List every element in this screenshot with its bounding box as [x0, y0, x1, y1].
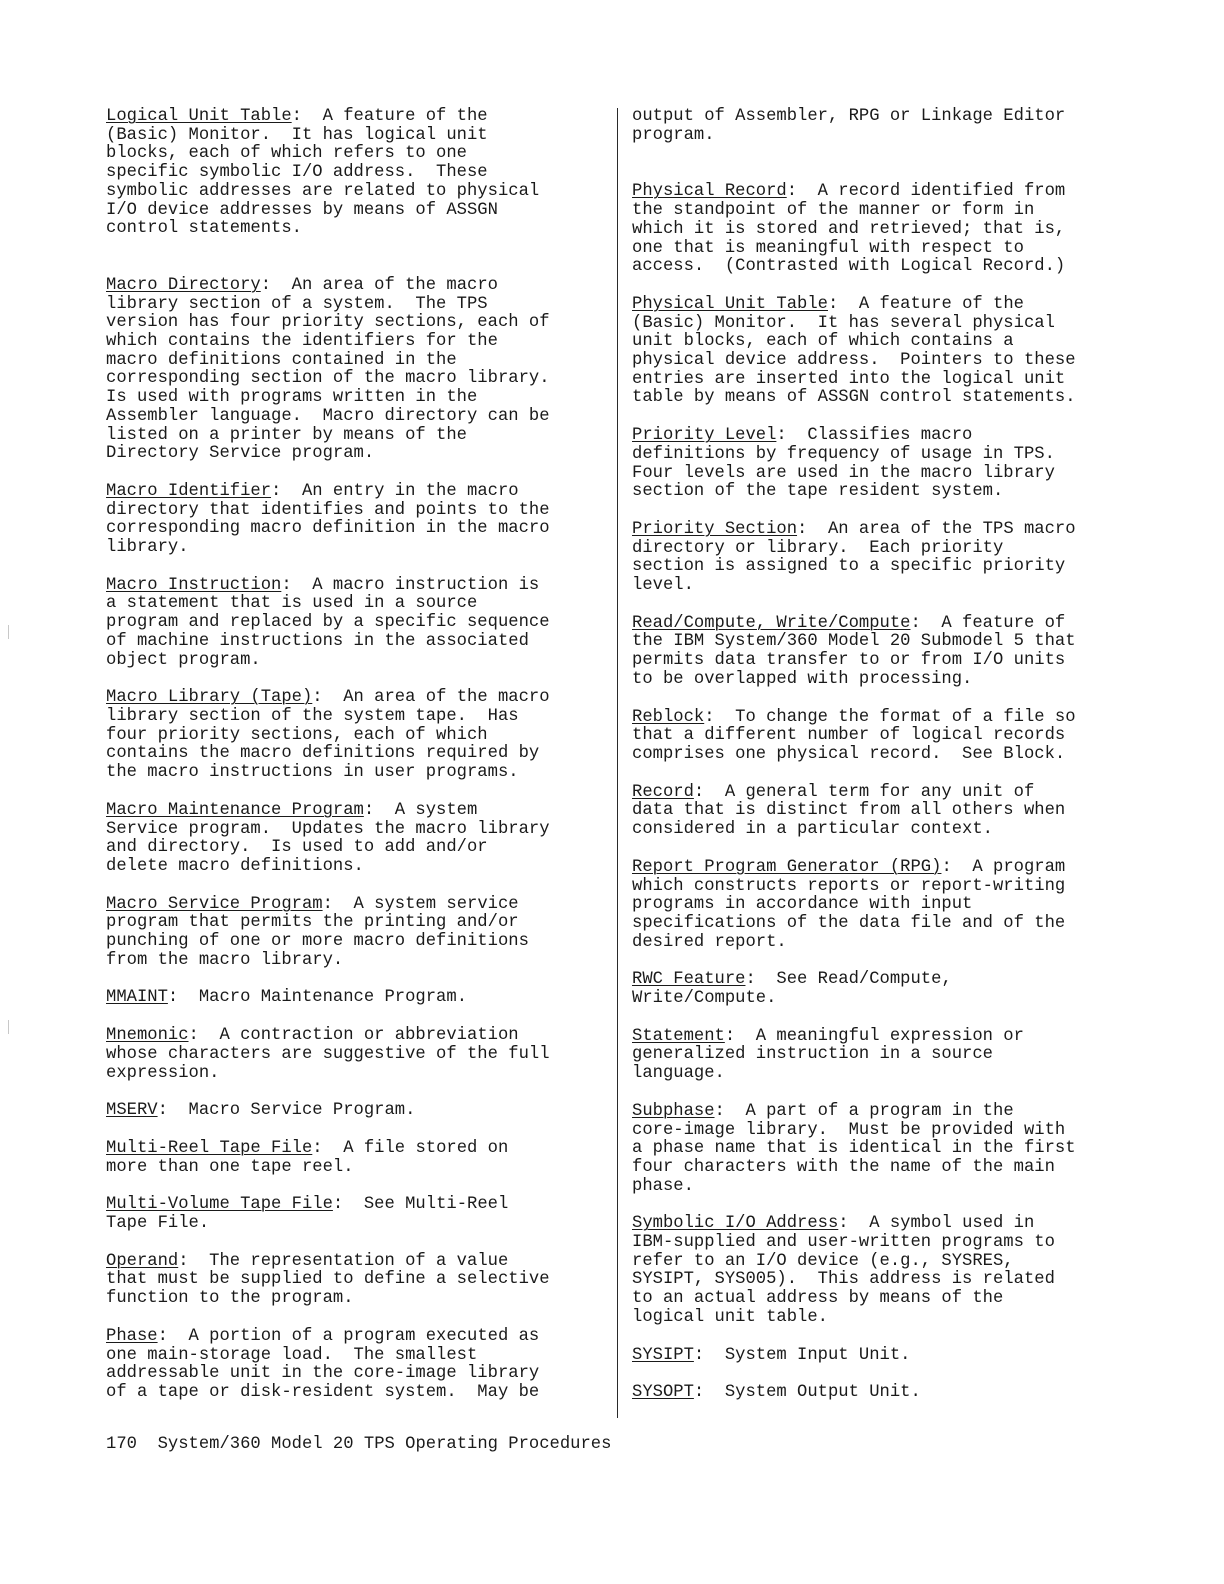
glossary-entry-subphase: [632, 1103, 1132, 1197]
glossary-entry-rwc-feature: [632, 971, 1132, 1008]
glossary-term: Logical Unit Table: [106, 107, 292, 126]
glossary-term: Operand: [106, 1251, 179, 1271]
glossary-entry-priority-level: [632, 427, 1132, 502]
right-column: [632, 108, 1132, 1403]
glossary-term: SYSOPT: [632, 1383, 694, 1403]
glossary-entry-symbolic-io-address: [632, 1215, 1132, 1327]
scan-margin-mark: [8, 625, 9, 639]
glossary-entry-macro-instruction: [106, 577, 602, 671]
glossary-entry-read-compute-write-compute: [632, 615, 1132, 690]
glossary-definition: : See Read/Compute, Write/Compute.: [632, 970, 952, 1009]
page-number: 170: [106, 1435, 137, 1454]
glossary-entry-statement: [632, 1028, 1132, 1084]
glossary-definition: output of Assembler, RPG or Linkage Editor program.: [632, 107, 1066, 145]
glossary-term: Report Program Generator (RPG): [632, 857, 942, 877]
glossary-definition: : A feature of the IBM System/360 Model 20 Submodel 5 that permits data transfer to or from I/O units to be overlapped with processing.: [632, 613, 1076, 689]
glossary-term: Physical Record: [632, 182, 787, 202]
glossary-term: Physical Unit Table: [632, 294, 828, 314]
glossary-entry-phase-continued: [632, 108, 1132, 145]
left-column: [106, 108, 602, 1403]
page-footer: [106, 1436, 611, 1455]
glossary-entry-macro-library-tape: [106, 689, 602, 783]
glossary-term: Multi-Volume Tape File: [106, 1195, 333, 1215]
glossary-definition: : An area of the macro library section of the system tape. Has four priority sections, each of which contains the macro definitions required by the macro instructions in user programs.: [106, 688, 550, 783]
glossary-definition: : A record identified from the standpoint of the manner or form in which it is stored and retrieved; that is, one that is meaningful with respect to access. (Contrasted with Logical Record.): [632, 182, 1066, 277]
glossary-definition: : A feature of the (Basic) Monitor. It has logical unit blocks, each of which refers to one specific symbolic I/O address. These symbolic addresses are related to physical I/O device addresses by means of ASSGN control statements.: [106, 107, 540, 239]
glossary-term: SYSIPT: [632, 1345, 694, 1365]
glossary-entry-macro-maintenance-program: [106, 802, 602, 877]
glossary-definition: : A program which constructs reports or report-writing programs in accordance with input specifications of the data file and of the desired report.: [632, 857, 1066, 952]
glossary-definition: : To change the format of a file so that a different number of logical records comprises one physical record. See Block.: [632, 707, 1076, 764]
glossary-term: Macro Directory: [106, 275, 261, 295]
glossary-definition: : An entry in the macro directory that identifies and points to the corresponding macro definition in the macro library.: [106, 481, 550, 558]
glossary-term: Priority Level: [632, 426, 777, 446]
glossary-term: Subphase: [632, 1101, 715, 1121]
glossary-term: MSERV: [106, 1101, 158, 1121]
glossary-term: Macro Library (Tape): [106, 688, 313, 708]
glossary-definition: : A file stored on more than one tape reel.: [106, 1138, 509, 1177]
glossary-definition: : A contraction or abbreviation whose characters are suggestive of the full expression.: [106, 1026, 550, 1083]
glossary-definition: : System Input Unit.: [693, 1345, 911, 1365]
glossary-term: Macro Instruction: [106, 575, 282, 595]
glossary-entry-physical-unit-table: [632, 296, 1132, 408]
glossary-definition: : A system service program that permits the printing and/or punching of one or more macro definitions from the macro library.: [106, 894, 529, 970]
glossary-entry-multi-reel-tape-file: [106, 1140, 602, 1177]
glossary-term: Record: [632, 782, 694, 802]
glossary-definition: : Classifies macro definitions by frequency of usage in TPS. Four levels are used in the macro library section of the tape resident system.: [632, 426, 1055, 502]
glossary-entry-mmaint: [106, 989, 602, 1008]
glossary-entry-phase: [106, 1328, 602, 1403]
glossary-entry-mnemonic: [106, 1027, 602, 1083]
glossary-definition: : A feature of the (Basic) Monitor. It has several physical unit blocks, each of which contains a physical device address. Pointers to these entries are inserted into the logical unit table by means of ASSGN control statements.: [632, 294, 1076, 408]
glossary-term: Mnemonic: [106, 1026, 189, 1046]
glossary-entry-reblock: [632, 709, 1132, 765]
glossary-term: RWC Feature: [632, 970, 746, 990]
glossary-definition: : An area of the macro library section of a system. The TPS version has four priority sections, each of which contains the identifiers for the macro definitions contained in the corresponding section of the macro library. Is used with programs written in the Assembler language. Macro directory can be listed on a printer by means of the Directory Service program.: [106, 275, 550, 464]
glossary-entry-macro-identifier: [106, 483, 602, 558]
glossary-definition: : The representation of a value that must be supplied to define a selective function to the program.: [106, 1251, 550, 1309]
glossary-term: MMAINT: [106, 988, 168, 1008]
glossary-term: Phase: [106, 1326, 158, 1346]
column-divider: [617, 108, 618, 1418]
glossary-entry-multi-volume-tape-file: [106, 1196, 602, 1233]
glossary-definition: : A general term for any unit of data that is distinct from all others when considered in a particular context.: [632, 782, 1066, 840]
glossary-term: Macro Identifier: [106, 481, 272, 501]
glossary-term: Statement: [632, 1026, 725, 1046]
glossary-entry-sysipt: [632, 1347, 1132, 1366]
glossary-definition: : System Output Unit.: [693, 1383, 921, 1403]
glossary-term: Priority Section: [632, 519, 798, 539]
glossary-definition: : A meaningful expression or generalized instruction in a source language.: [632, 1026, 1024, 1084]
glossary-definition: : A symbol used in IBM-supplied and user-written programs to refer to an I/O device (e.g., SYSRES, SYSIPT, SYS005). This address is related to an actual address by means of the logical unit table.: [632, 1214, 1055, 1327]
glossary-definition: : A part of a program in the core-image library. Must be provided with a phase name that is identical in the first four characters with the name of the main phase.: [632, 1101, 1076, 1196]
glossary-entry-sysopt: [632, 1384, 1132, 1403]
glossary-term: Read/Compute, Write/Compute: [632, 613, 911, 633]
glossary-definition: : Macro Service Program.: [157, 1101, 416, 1121]
glossary-term: Macro Maintenance Program: [106, 800, 364, 820]
glossary-entry-report-program-generator: [632, 859, 1132, 953]
glossary-entry-logical-unit-table: [106, 108, 602, 239]
glossary-term: Reblock: [632, 707, 705, 727]
glossary-entry-operand: [106, 1253, 602, 1309]
glossary-entry-macro-service-program: [106, 896, 602, 971]
glossary-entry-macro-directory: [106, 277, 602, 464]
glossary-entry-record: [632, 784, 1132, 840]
glossary-definition: : A macro instruction is a statement that is used in a source program and replaced by a specific sequence of machine instructions in the associated object program.: [106, 575, 550, 670]
glossary-entry-priority-section: [632, 521, 1132, 596]
glossary-definition: : A system Service program. Updates the macro library and directory. Is used to add and/or delete macro definitions.: [106, 800, 550, 876]
scan-margin-mark: [8, 1020, 9, 1034]
glossary-definition: : See Multi-Reel Tape File.: [106, 1195, 509, 1234]
glossary-entry-mserv: [106, 1102, 602, 1121]
glossary-definition: : Macro Maintenance Program.: [167, 988, 468, 1008]
glossary-term: Macro Service Program: [106, 894, 323, 914]
glossary-definition: : An area of the TPS macro directory or library. Each priority section is assigned to a specific priority level.: [632, 519, 1076, 596]
glossary-definition: : A portion of a program executed as one main-storage load. The smallest addressable unit in the core-image library of a tape or disk-resident system. May be: [106, 1326, 540, 1402]
glossary-term: Multi-Reel Tape File: [106, 1138, 313, 1158]
footer-title: System/360 Model 20 TPS Operating Procedures: [157, 1435, 612, 1454]
glossary-term: Symbolic I/O Address: [632, 1214, 839, 1234]
glossary-entry-physical-record: [632, 183, 1132, 277]
